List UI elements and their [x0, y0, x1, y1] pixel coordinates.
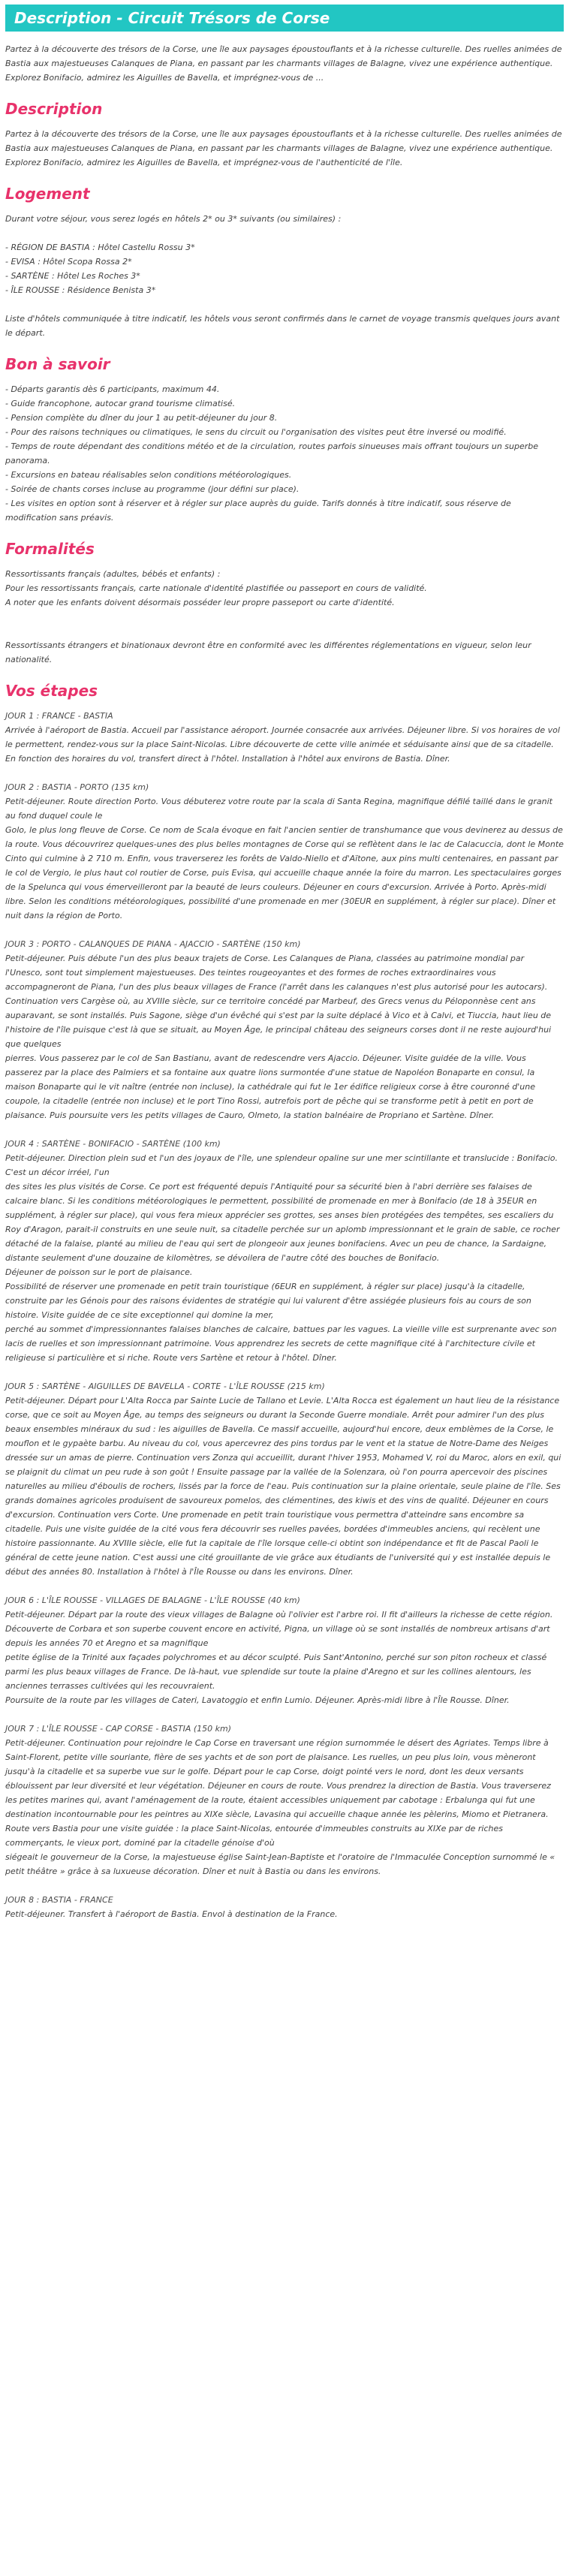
logement-line: - SARTÈNE : Hôtel Les Roches 3* [5, 271, 140, 281]
intro-text: Partez à la découverte des trésors de la Corse, une île aux paysages époustouflants et à la richesse culturelle. Des ruelles animées de Bastia aux majestueuses Calanques de Piana, en passant par les charmants villages de Balagne, vivez une expérience authentique. Explorez Bonifacio, admirez les Aiguilles de Bavella, et imprégnez-vous de ... [5, 44, 562, 83]
day-item [5, 937, 564, 1122]
page-header [5, 5, 564, 32]
day-title: JOUR 1 : FRANCE - BASTIA [5, 711, 113, 721]
logement-list [5, 212, 564, 340]
formalites-line: Ressortissants français (adultes, bébés et enfants) : [5, 569, 221, 579]
day-text: Petit-déjeuner. Route direction Porto. Vous débuterez votre route par la scala di Santa Regina, magnifique défilé taillé dans le granit au fond duquel coule le Golo, le plus long fleuve de Corse. Ce nom de Scala évoque en fait l'ancien sentier de transhumance que vous devinerez au dessus de la route. Vous découvrirez quelques-unes des plus belles montagnes de Corse qui se reflètent dans le lac de Calacuccia, dont le Monte Cinto qui culmine à 2 710 m. Enfin, vous traverserez les forêts de Valdo-Niello et d'Aïtone, aux pins multi centenaires, en passant par le col de Vergio, le plus haut col routier de Corse, puis Evisa, qui accueille chaque année la foire du marron. Les spectaculaires gorges de la Spelunca qui vous émerveilleront par la beauté de leurs couleurs. Déjeuner en cours d'excursion. Arrivée à Porto. Après-midi libre. Selon les conditions météorologiques, possibilité d'une promenade en mer (30EUR en supplément, à régler sur place). Dîner et nuit dans la région de Porto. [5, 797, 564, 920]
bon-a-savoir-item: - Excursions en bateau réalisables selon conditions météorologiques. [5, 470, 292, 480]
bon-a-savoir-item: - Pour des raisons techniques ou climatiques, le sens du circuit ou l'organisation des visites peut être inversé ou modifié. [5, 427, 507, 437]
formalites-line: Pour les ressortissants français, carte nationale d'identité plastifiée ou passeport en cours de validité. [5, 583, 427, 593]
day-text: Arrivée à l'aéroport de Bastia. Accueil par l'assistance aéroport. Journée consacrée aux arrivées. Déjeuner libre. Si vos horaires de vol le permettent, rendez-vous sur la place Saint-Nicolas. Libre découverte de cette ville animée et séduisante ainsi que de sa citadelle. En fonction des horaires du vol, transfert direct à l'hôtel. Installation à l'hôtel aux environs de Bastia. Dîner. [5, 725, 560, 764]
bon-a-savoir-title: Bon à savoir [5, 355, 110, 373]
bon-a-savoir-item: - Soirée de chants corses incluse au programme (jour défini sur place). [5, 484, 300, 494]
day-title: JOUR 6 : L'ÎLE ROUSSE - VILLAGES DE BALAGNE - L'ÎLE ROUSSE (40 km) [5, 1595, 300, 1605]
description-text: Partez à la découverte des trésors de la Corse, une île aux paysages époustouflants et à la richesse culturelle. Des ruelles animées de Bastia aux majestueuses Calanques de Piana, en passant par les charmants villages de Balagne, vivez une expérience authentique. Explorez Bonifacio, admirez les Aiguilles de Bavella, et imprégnez-vous de l'authenticité de l'île. [5, 129, 562, 167]
day-title: JOUR 7 : L'ÎLE ROUSSE - CAP CORSE - BASTIA (150 km) [5, 1724, 232, 1734]
day-title: JOUR 3 : PORTO - CALANQUES DE PIANA - AJACCIO - SARTÈNE (150 km) [5, 939, 301, 949]
formalites-title: Formalités [5, 540, 95, 558]
day-item [5, 1379, 564, 1579]
day-title: JOUR 4 : SARTÈNE - BONIFACIO - SARTÈNE (100 km) [5, 1139, 221, 1149]
day-item [5, 780, 564, 923]
day-text: Petit-déjeuner. Départ pour L'Alta Rocca par Sainte Lucie de Tallano et Levie. L'Alta Rocca est également un haut lieu de la résistance corse, que ce soit au Moyen Âge, au temps des seigneurs ou durant la Seconde Guerre mondiale. Arrêt pour admirer l'un des plus beaux ensembles minéraux du sud : les aiguilles de Bavella. Ce massif accueille, aujourd'hui encore, deux emblèmes de la Corse, le mouflon et le gypaète barbu. Au niveau du col, vous apercevrez des pins tordus par le vent et la statue de Notre-Dame des Neiges dressée sur un amas de pierre. Continuation vers Zonza qui accueillit, durant l'hiver 1953, Mohamed V, roi du Maroc, alors en exil, qui se plaignit du climat un peu rude à son goût ! Ensuite passage par la vallée de la Solenzara, où l'on pourra apercevoir des piscines naturelles au milieu d'éboulis de rochers, lissés par la force de l'eau. Puis continuation sur la plaine orientale, seule plaine de l'île. Ses grands domaines agricoles produisent de savoureux pomelos, des clémentines, des kiwis et des vins de qualité. Déjeuner en cours d'excursion. Continuation vers Corte. Une promenade en petit train touristique vous permettra d'atteindre sans encombre sa citadelle. Puis une visite guidée de la cité vous fera découvrir ses ruelles pavées, bordées d'immeubles anciens, qui recèlent une histoire passionnante. Au XVIIIe siècle, elle fut la capitale de l'île lorsque celle-ci obtint son indépendance et fit de Pascal Paoli le général de cette jeune nation. C'est aussi une cité grouillante de vie grâce aux étudiants de l'université qui y est installée depuis le début des années 80. Installation à l'hôtel à l'Île Rousse ou dans les environs. Dîner. [5, 1396, 561, 1577]
etapes-title: Vos étapes [5, 682, 98, 700]
description-title: Description [5, 100, 103, 118]
formalites-list [5, 567, 564, 667]
day-text: Petit-déjeuner. Puis débute l'un des plus beaux trajets de Corse. Les Calanques de Piana, classées au patrimoine mondial par l'Unesco, sont tout simplement majestueuses. Des teintes rougeoyantes et des formes de roches extraordinaires vous accompagneront de Piana, l'un des plus beaux villages de France (l'arrêt dans les calanques n'est plus autorisé pour les autocars). Continuation vers Cargèse où, au XVIIIe siècle, sur ce territoire concédé par Marbeuf, des Grecs venus du Péloponnèse cent ans auparavant, se sont installés. Puis Sagone, siège d'un évêché qui s'est par la suite déplacé à Vico et à Calvi, et Tiuccia, haut lieu de l'histoire de l'île puisque c'est là que se situait, au Moyen Âge, le principal château des seigneurs corses dont il ne reste aujourd'hui que quelques pierres. Vous passerez par le col de San Bastianu, avant de redescendre vers Ajaccio. Déjeuner. Visite guidée de la ville. Vous passerez par la place des Palmiers et sa fontaine aux quatre lions surmontée d'une statue de Napoléon Bonaparte en consul, la maison Bonaparte qui le vit naître (entrée non incluse), la cathédrale qui fut le 1er édifice religieux corse à être couronné d'une coupole, la citadelle (entrée non incluse) et le port Tino Rossi, autrefois port de pêche qui se transforme petit à petit en port de plaisance. Puis poursuite vers les petits villages de Cauro, Olmeto, la station balnéaire de Propriano et Sartène. Dîner. [5, 954, 552, 1120]
day-text: Petit-déjeuner. Départ par la route des vieux villages de Balagne où l'olivier est l'arbre roi. Il fit d'ailleurs la richesse de cette région. Découverte de Corbara et son superbe couvent encore en activité, Pigna, un village où se sont installés de nombreux artisans d'art depuis les années 70 et Aregno et sa magnifique petite église de la Trinité aux façades polychromes et au décor sculpté. Puis Sant'Antonino, perché sur son piton rocheux et classé parmi les plus beaux villages de France. De là-haut, vue splendide sur toute la plaine d'Aregno et sur les collines alentours, les anciennes terrasses cultivées qui les recouvraient. Poursuite de la route par les villages de Cateri, Lavatoggio et enfin Lumio. Déjeuner. Après-midi libre à l'Île Rousse. Dîner. [5, 1610, 553, 1705]
logement-line: - ÎLE ROUSSE : Résidence Benista 3* [5, 285, 156, 295]
blank-line [5, 226, 564, 240]
bon-a-savoir-item: - Temps de route dépendant des conditions météo et de la circulation, routes parfois sinueuses mais offrant toujours un superbe panorama. [5, 441, 539, 465]
logement-line: - EVISA : Hôtel Scopa Rossa 2* [5, 257, 132, 267]
day-item [5, 1137, 564, 1365]
day-text: Petit-déjeuner. Transfert à l'aéroport de Bastia. Envol à destination de la France. [5, 1909, 338, 1919]
bon-a-savoir-list [5, 382, 564, 525]
logement-title: Logement [5, 185, 90, 203]
bon-a-savoir-item: - Départs garantis dès 6 participants, maximum 44. [5, 384, 220, 394]
formalites-line: A noter que les enfants doivent désormais posséder leur propre passeport ou carte d'identité. [5, 598, 395, 607]
formalites-line: Ressortissants étrangers et binationaux devront être en conformité avec les différentes réglementations en vigueur, selon leur nationalité. [5, 640, 531, 664]
day-item [5, 709, 564, 766]
day-title: JOUR 2 : BASTIA - PORTO (135 km) [5, 782, 149, 792]
etapes-list [5, 709, 564, 1921]
blank-line [5, 297, 564, 312]
logement-line: Liste d'hôtels communiquée à titre indicatif, les hôtels vous seront confirmés dans le carnet de voyage transmis quelques jours avant le départ. [5, 314, 560, 338]
day-title: JOUR 5 : SARTÈNE - AIGUILLES DE BAVELLA - CORTE - L'ÎLE ROUSSE (215 km) [5, 1381, 325, 1391]
day-item [5, 1893, 564, 1921]
day-item [5, 1593, 564, 1707]
blank-line [5, 610, 564, 624]
day-item [5, 1722, 564, 1879]
page-title: Description - Circuit Trésors de Corse [14, 9, 330, 27]
logement-line: - RÉGION DE BASTIA : Hôtel Castellu Rossu 3* [5, 243, 195, 252]
bon-a-savoir-item: - Pension complète du dîner du jour 1 au petit-déjeuner du jour 8. [5, 413, 278, 423]
day-text: Petit-déjeuner. Continuation pour rejoindre le Cap Corse en traversant une région surnommée le désert des Agriates. Temps libre à Saint-Florent, petite ville souriante, fière de ses yachts et de son port de plaisance. Les ruelles, un peu plus loin, vous mèneront jusqu'à la citadelle et sa superbe vue sur le golfe. Départ pour le cap Corse, doigt pointé vers le nord, dont les deux versants éblouissent par leur diversité et leur végétation. Déjeuner en cours de route. Vous prendrez la direction de Bastia. Vous traverserez les petites marines qui, avant l'aménagement de la route, étaient accessibles uniquement par cabotage : Erbalunga qui fut une destination incontournable pour les peintres au XIXe siècle, Lavasina qui accueille chaque année les pèlerins, Miomo et Pietranera. Route vers Bastia pour une visite guidée : la place Saint-Nicolas, entourée d'immeubles construits au XIXe par de riches commerçants, le vieux port, dominé par la citadelle génoise d'où siégeait le gouverneur de la Corse, la majestueuse église Saint-Jean-Baptiste et l'oratoire de l'Immaculée Conception surnommé le « petit théâtre » grâce à sa luxueuse décoration. Dîner et nuit à Bastia ou dans les environs. [5, 1738, 555, 1876]
bon-a-savoir-item: - Les visites en option sont à réserver et à régler sur place auprès du guide. Tarifs donnés à titre indicatif, sous réserve de modification sans préavis. [5, 499, 511, 523]
bon-a-savoir-item: - Guide francophone, autocar grand tourisme climatisé. [5, 399, 236, 408]
day-text: Petit-déjeuner. Direction plein sud et l'un des joyaux de l'île, une splendeur opaline sur une mer scintillante et translucide : Bonifacio. C'est un décor irréel, l'un des sites les plus visités de Corse. Ce port est fréquenté depuis l'Antiquité pour sa sécurité bien à l'abri derrière ses falaises de calcaire blanc. Si les conditions météorologiques le permettent, possibilité de promenade en mer à Bonifacio (de 18 à 35EUR en supplément, à régler sur place), qui vous fera mieux apprécier ses grottes, ses anses bien protégées des tempêtes, ses escaliers du Roy d'Aragon, parait-il construits en une seule nuit, sa citadelle perchée sur un aplomb impressionnant et le grain de sable, ce rocher détaché de la falaise, planté au milieu de l'eau qui sert de plongeoir aux jeunes bonifaciens. Avec un peu de chance, la Sardaigne, distante seulement d'une douzaine de kilomètres, se dévoilera de l'autre côté des bouches de Bonifacio. Déjeuner de poisson sur le port de plaisance. Possibilité de réserver une promenade en petit train touristique (6EUR en supplément, à régler sur place) jusqu'à la citadelle, construite par les Génois pour des raisons évidentes de stratégie qui lui valurent d'être assiégée plusieurs fois au cours de son histoire. Visite guidée de ce site exceptionnel qui domine la mer, perché au sommet d'impressionnantes falaises blanches de calcaire, battues par les vagues. La vieille ville est surprenante avec son lacis de ruelles et son impressionnant patrimoine. Vous apprendrez les secrets de cette magnifique cité à l'architecture civile et religieuse si particulière et si riche. Route vers Sartène et retour à l'hôtel. Dîner. [5, 1153, 560, 1363]
logement-line: Durant votre séjour, vous serez logés en hôtels 2* ou 3* suivants (ou similaires) : [5, 214, 342, 224]
day-title: JOUR 8 : BASTIA - FRANCE [5, 1895, 113, 1905]
blank-line [5, 624, 564, 638]
